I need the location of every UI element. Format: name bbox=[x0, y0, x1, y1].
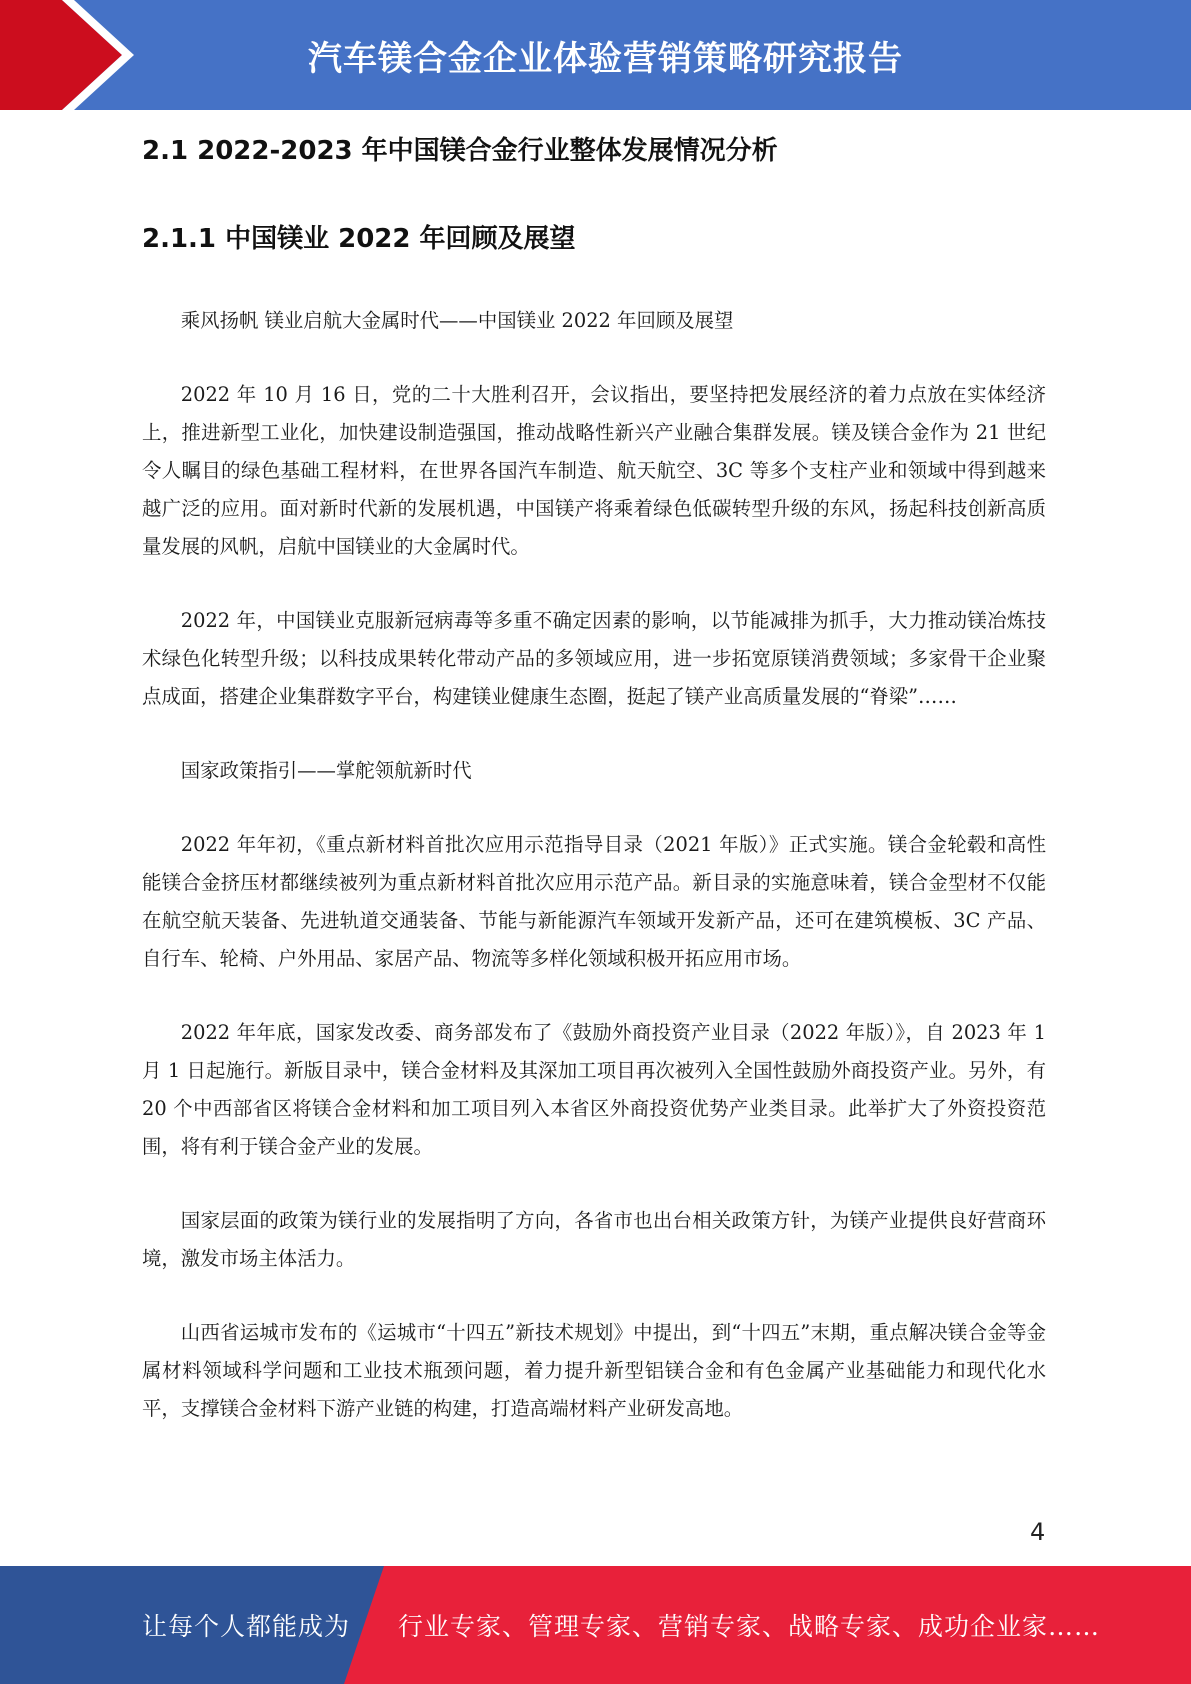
paragraph: 山西省运城市发布的《运城市“十四五”新技术规划》中提出，到“十四五”末期，重点解决镁合金等金属材料领域科学问题和工业技术瓶颈问题，着力提升新型铝镁合金和有色金属产业基础能力和现代化水平，支撑镁合金材料下游产业链的构建，打造高端材料产业研发高地。 bbox=[142, 1321, 1046, 1420]
paragraph: 国家政策指引——掌舵领航新时代 bbox=[180, 759, 472, 782]
paragraph: 乘风扬帆 镁业启航大金属时代——中国镁业 2022 年回顾及展望 bbox=[180, 309, 734, 332]
report-title: 汽车镁合金企业体验营销策略研究报告 bbox=[308, 38, 903, 79]
page-footer bbox=[0, 1566, 1191, 1684]
page-header bbox=[0, 0, 1191, 110]
page-number: 4 bbox=[1030, 1518, 1046, 1546]
paragraph: 2022 年 10 月 16 日，党的二十大胜利召开，会议指出，要坚持把发展经济的着力点放在实体经济上，推进新型工业化，加快建设制造强国，推动战略性新兴产业融合集群发展。镁及镁合金作为 21 世纪令人瞩目的绿色基础工程材料，在世界各国汽车制造、航天航空、3C 等多个支柱产业和领域中得到越来越广泛的应用。面对新时代新的发展机遇，中国镁产将乘着绿色低碳转型升级的东风，扬起科技创新高质量发展的风帆，启航中国镁业的大金属时代。 bbox=[142, 383, 1046, 558]
footer-slogan-right: 行业专家、管理专家、营销专家、战略专家、成功企业家…… bbox=[398, 1612, 1101, 1641]
paragraph: 2022 年年初，《重点新材料首批次应用示范指导目录（2021 年版）》正式实施。镁合金轮毂和高性能镁合金挤压材都继续被列为重点新材料首批次应用示范产品。新目录的实施意味着，镁合金型材不仅能在航空航天装备、先进轨道交通装备、节能与新能源汽车领域开发新产品，还可在建筑模板、3C 产品、自行车、轮椅、户外用品、家居产品、物流等多样化领域积极开拓应用市场。 bbox=[142, 833, 1046, 970]
footer-slogan-left: 让每个人都能成为 bbox=[142, 1612, 351, 1641]
document-body bbox=[142, 302, 1046, 1464]
subsection-heading: 2.1.1 中国镁业 2022 年回顾及展望 bbox=[142, 224, 576, 254]
paragraph: 国家层面的政策为镁行业的发展指明了方向，各省市也出台相关政策方针，为镁产业提供良好营商环境，激发市场主体活力。 bbox=[142, 1209, 1046, 1270]
section-heading: 2.1 2022-2023 年中国镁合金行业整体发展情况分析 bbox=[142, 136, 778, 166]
paragraph: 2022 年年底，国家发改委、商务部发布了《鼓励外商投资产业目录（2022 年版）》，自 2023 年 1 月 1 日起施行。新版目录中，镁合金材料及其深加工项目再次被列入全国性鼓励外商投资产业。另外，有 20 个中西部省区将镁合金材料和加工项目列入本省区外商投资优势产业类目录。此举扩大了外资投资范围，将有利于镁合金产业的发展。 bbox=[142, 1021, 1046, 1158]
paragraph: 2022 年，中国镁业克服新冠病毒等多重不确定因素的影响，以节能减排为抓手，大力推动镁冶炼技术绿色化转型升级；以科技成果转化带动产品的多领域应用，进一步拓宽原镁消费领域；多家骨干企业聚点成面，搭建企业集群数字平台，构建镁业健康生态圈，挺起了镁产业高质量发展的“脊梁”…… bbox=[142, 609, 1046, 708]
